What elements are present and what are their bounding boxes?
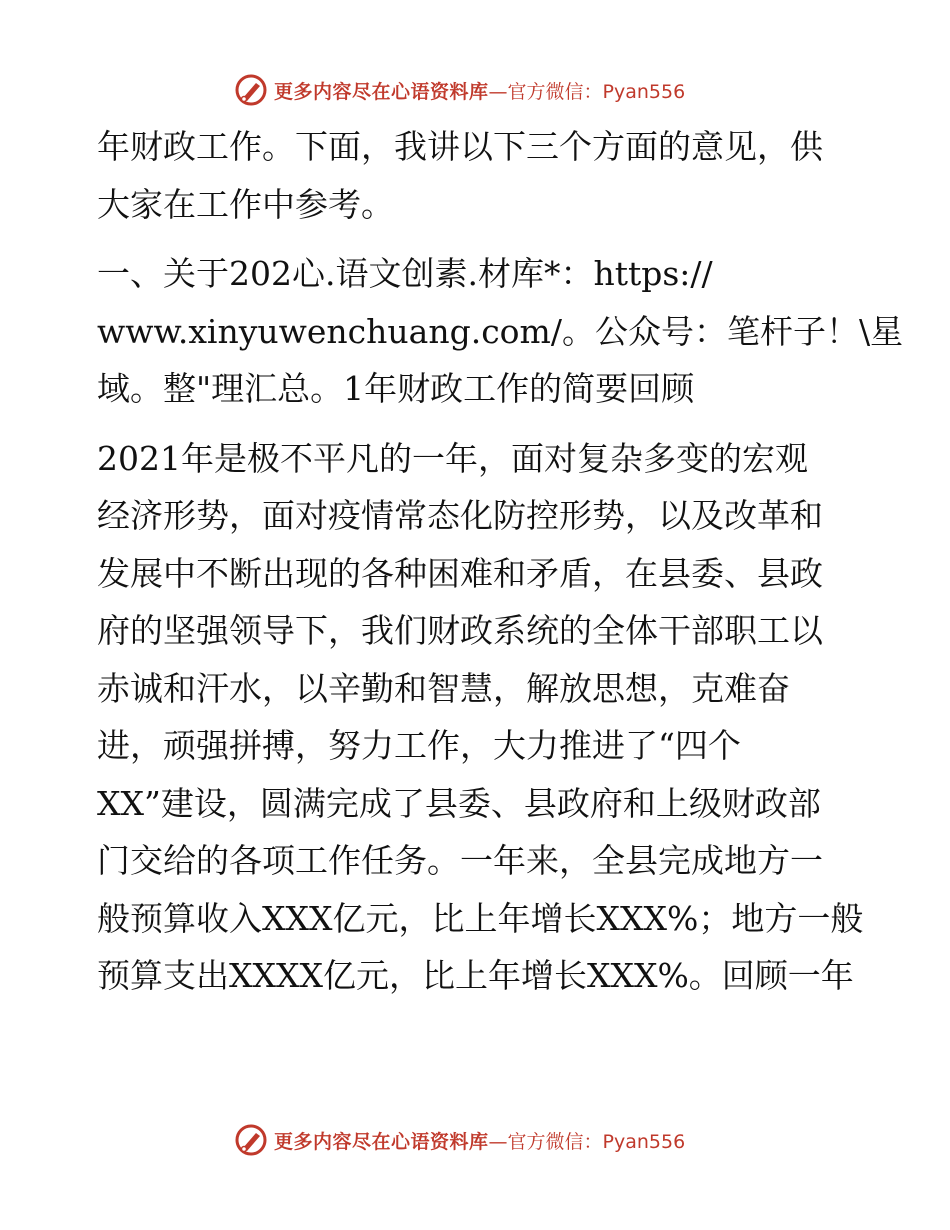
text-line: 府的坚强领导下，我们财政系统的全体干部职工以: [97, 611, 823, 650]
text-line: 一、关于202心.语文创素.材库*：https://: [97, 254, 713, 293]
text-line: 进，顽强拼搏，努力工作，大力推进了“四个: [97, 726, 741, 765]
watermark-contact-text: —官方微信：Pyan556: [488, 80, 686, 103]
text-line: 大家在工作中参考。: [97, 184, 394, 224]
pen-circle-logo-icon: [234, 73, 268, 107]
text-line: 域。整"理汇总。1年财政工作的简要回顾: [97, 369, 695, 408]
text-line: 预算支出XXXX亿元，比上年增长XXX%。回顾一年: [97, 956, 854, 995]
text-line: 赤诚和汗水，以辛勤和智慧，解放思想，克难奋: [97, 668, 790, 708]
text-line: www.xinyuwenchuang.com/。公众号：笔杆子！\星: [97, 311, 904, 351]
document-body: [97, 118, 904, 1005]
watermark-main-text: 更多内容尽在心语资料库: [274, 80, 489, 103]
text-line: 年财政工作。下面，我讲以下三个方面的意见，供: [97, 127, 823, 166]
text-line: 门交给的各项工作任务。一年来，全县完成地方一: [97, 841, 823, 880]
text-line: 般预算收入XXX亿元，比上年增长XXX%；地方一般: [97, 898, 864, 938]
text-line: 2021年是极不平凡的一年，面对复杂多变的宏观: [97, 438, 808, 478]
text-line: XX”建设，圆满完成了县委、县政府和上级财政部: [97, 783, 821, 823]
paragraph-3: [97, 430, 864, 1005]
text-line: 经济形势，面对疫情常态化防控形势，以及改革和: [97, 496, 823, 535]
paragraph-1: [97, 118, 857, 233]
header-watermark: [234, 72, 685, 108]
pen-circle-logo-icon: [234, 1123, 268, 1157]
footer-watermark: [234, 1122, 685, 1158]
paragraph-2-heading: [97, 245, 904, 418]
watermark-main-text: 更多内容尽在心语资料库: [274, 1130, 489, 1153]
watermark-contact-text: —官方微信：Pyan556: [488, 1130, 686, 1153]
text-line: 发展中不断出现的各种困难和矛盾，在县委、县政: [97, 553, 823, 593]
